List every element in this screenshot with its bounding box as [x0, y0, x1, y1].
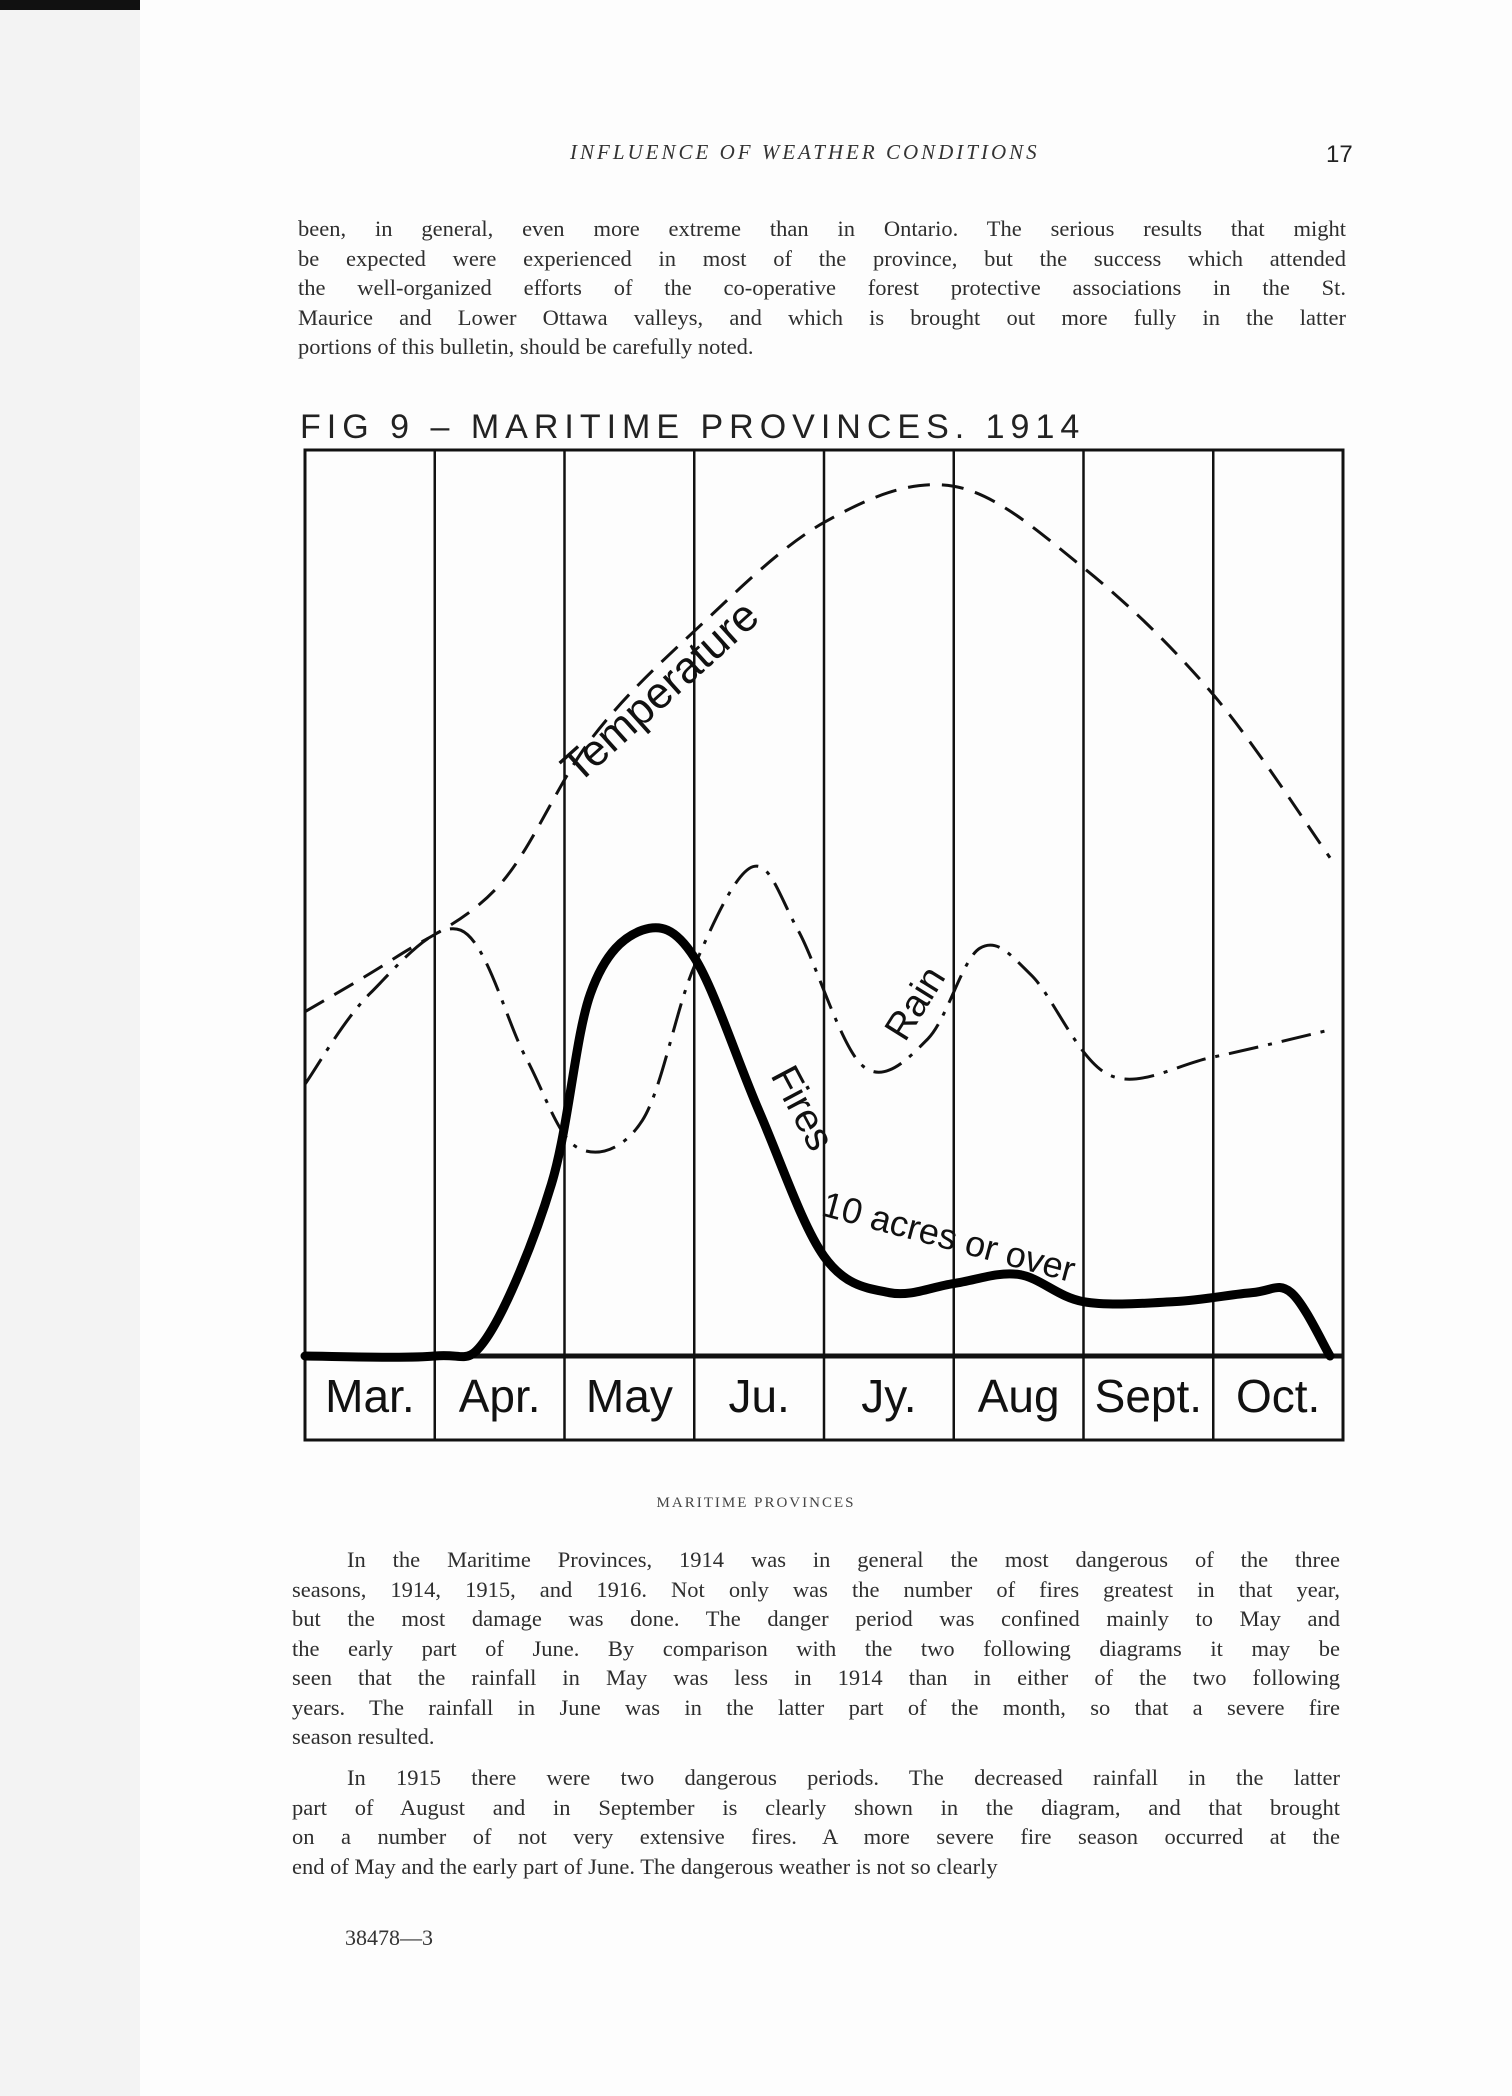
text-line: Maurice and Lower Ottawa valleys, and which is brought out more fully in the latter [298, 304, 1346, 330]
text-line: In 1915 there were two dangerous periods. The decreased rainfall in the latter [347, 1765, 1340, 1790]
month-label: Oct. [1235, 1370, 1321, 1422]
temperature-line [305, 485, 1330, 1012]
text-line: years. The rainfall in June was in the latter part of the month, so that a severe fire [292, 1694, 1340, 1720]
figure-title: FIG 9 – MARITIME PROVINCES. 1914 [300, 408, 1086, 446]
text-line: but the most damage was done. The danger period was confined mainly to May and [292, 1606, 1340, 1631]
page-number: 17 [1326, 141, 1353, 168]
text-line: season resulted. [292, 1724, 435, 1749]
chart-series [305, 485, 1330, 1358]
fires-size-annotation: 10 acres or over [817, 1183, 1080, 1291]
month-label: Jy. [861, 1370, 917, 1422]
text-line: seasons, 1914, 1915, and 1916. Not only was the number of fires greatest in that year, [292, 1576, 1340, 1602]
figure-caption: MARITIME PROVINCES [656, 1495, 856, 1511]
fires-annotation: Fires [762, 1058, 843, 1158]
month-label: Mar. [325, 1370, 415, 1422]
chart-grid [435, 450, 1214, 1440]
month-label: Apr. [458, 1370, 541, 1422]
month-label: Sept. [1094, 1370, 1203, 1422]
text-line: end of May and the early part of June. The dangerous weather is not so clearly [292, 1853, 998, 1879]
text-line: seen that the rainfall in May was less in 1914 than in either of the two following [292, 1665, 1340, 1690]
text-line: the early part of June. By comparison with the two following diagrams it may be [292, 1635, 1340, 1661]
text-line: the well-organized efforts of the co-operative forest protective associations in the St. [298, 275, 1346, 300]
text-line: part of August and in September is clearly shown in the diagram, and that brought [292, 1794, 1340, 1820]
text-line: be expected were experienced in most of the province, but the success which attended [298, 245, 1346, 271]
chart-labels [325, 1370, 1320, 1422]
month-label: Aug [977, 1370, 1060, 1422]
footer-signature: 38478—3 [345, 1925, 433, 1950]
paragraph-maritime-1914 [292, 1545, 1340, 1752]
month-label: May [585, 1370, 673, 1422]
temperature-annotation: Temperature [551, 590, 769, 793]
rain-annotation: Rain [877, 959, 955, 1048]
text-line: portions of this bulletin, should be carefully noted. [298, 334, 754, 359]
month-label: Ju. [728, 1370, 790, 1422]
text-line: In the Maritime Provinces, 1914 was in general the most dangerous of the three [347, 1547, 1340, 1572]
paragraph-maritime-1915 [292, 1763, 1340, 1881]
text-line: on a number of not very extensive fires. A more severe fire season occurred at the [292, 1824, 1340, 1849]
text-line: been, in general, even more extreme than in Ontario. The serious results that might [298, 216, 1346, 241]
running-head: INFLUENCE OF WEATHER CONDITIONS [570, 140, 1040, 164]
